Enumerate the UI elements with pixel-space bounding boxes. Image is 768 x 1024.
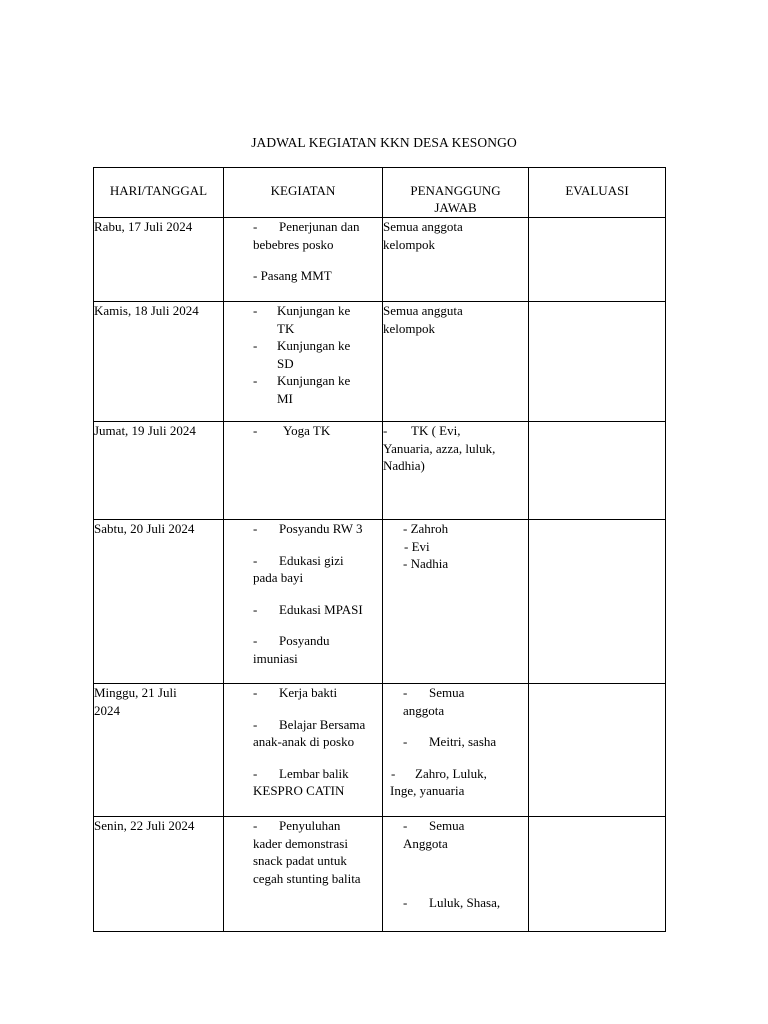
dash-bullet: - bbox=[253, 373, 258, 388]
dash-bullet: - bbox=[253, 338, 258, 353]
activity-text: Kerja bakti bbox=[279, 685, 338, 700]
dash-bullet: - bbox=[403, 734, 408, 749]
table-row bbox=[94, 684, 666, 817]
eval-cell bbox=[529, 817, 666, 932]
pic-text: - Zahroh bbox=[403, 521, 449, 536]
eval-cell bbox=[529, 302, 666, 422]
dash-bullet: - bbox=[253, 521, 258, 536]
pic-text: Zahro, Luluk, bbox=[415, 765, 487, 781]
activity-cell bbox=[224, 684, 383, 817]
dash-bullet: - bbox=[253, 818, 258, 833]
pic-text: - Nadhia bbox=[403, 556, 449, 571]
pic-text: - Evi bbox=[404, 538, 430, 554]
activity-text: TK bbox=[277, 320, 295, 336]
day-text: Sabtu, 20 Juli 2024 bbox=[94, 521, 195, 536]
eval-cell bbox=[529, 218, 666, 302]
pic-text: Nadhia) bbox=[383, 458, 425, 473]
dash-bullet: - bbox=[383, 423, 388, 438]
day-text: Rabu, 17 Juli 2024 bbox=[94, 219, 193, 234]
pic-text: Inge, yanuaria bbox=[390, 783, 465, 798]
eval-cell bbox=[529, 520, 666, 684]
activity-text: Lembar balik bbox=[279, 765, 349, 781]
day-cell bbox=[94, 817, 224, 932]
activity-text: cegah stunting balita bbox=[253, 870, 361, 886]
dash-bullet: - bbox=[403, 685, 408, 700]
activity-text: Penerjunan dan bbox=[279, 219, 360, 234]
dash-bullet: - bbox=[253, 716, 258, 732]
pic-text: Semua anggota bbox=[383, 219, 463, 234]
activity-text: kader demonstrasi bbox=[253, 835, 348, 851]
pic-text: TK ( Evi, bbox=[411, 423, 461, 438]
activity-text: KESPRO CATIN bbox=[253, 783, 345, 798]
pic-text: Semua bbox=[429, 818, 465, 833]
schedule-table bbox=[93, 167, 666, 932]
pic-text: Luluk, Shasa, bbox=[429, 895, 501, 910]
header-activity-label: KEGIATAN bbox=[270, 183, 336, 198]
dash-bullet: - bbox=[253, 219, 258, 234]
table-row bbox=[94, 218, 666, 302]
day-cell bbox=[94, 218, 224, 302]
pic-text: kelompok bbox=[383, 236, 435, 252]
header-row bbox=[94, 168, 666, 218]
dash-bullet: - bbox=[253, 423, 258, 438]
day-text: Minggu, 21 Juli bbox=[94, 685, 177, 700]
activity-text: - Pasang MMT bbox=[253, 268, 332, 283]
pic-text: Semua angguta bbox=[383, 303, 463, 318]
pic-cell bbox=[383, 684, 529, 817]
activity-text: Kunjungan ke bbox=[277, 373, 351, 388]
pic-cell bbox=[383, 422, 529, 520]
pic-text: anggota bbox=[403, 702, 445, 718]
day-cell bbox=[94, 520, 224, 684]
dash-bullet: - bbox=[253, 633, 258, 648]
eval-cell bbox=[529, 422, 666, 520]
header-eval bbox=[529, 168, 666, 218]
day-text: Jumat, 19 Juli 2024 bbox=[94, 423, 196, 438]
day-cell bbox=[94, 422, 224, 520]
activity-text: Kunjungan ke bbox=[277, 303, 351, 318]
activity-text: imuniasi bbox=[253, 650, 298, 666]
header-eval-label: EVALUASI bbox=[565, 183, 629, 198]
activity-cell bbox=[224, 302, 383, 422]
activity-text: bebebres posko bbox=[253, 236, 334, 252]
day-cell bbox=[94, 684, 224, 817]
dash-bullet: - bbox=[391, 765, 396, 781]
activity-text: pada bayi bbox=[253, 570, 304, 585]
dash-bullet: - bbox=[253, 303, 258, 318]
pic-cell bbox=[383, 218, 529, 302]
pic-text: Meitri, sasha bbox=[429, 734, 497, 749]
table-row bbox=[94, 422, 666, 520]
activity-text: Edukasi MPASI bbox=[279, 601, 363, 617]
activity-text: Yoga TK bbox=[283, 423, 331, 438]
dash-bullet: - bbox=[253, 765, 258, 781]
dash-bullet: - bbox=[253, 552, 258, 568]
document-title: JADWAL KEGIATAN KKN DESA KESONGO bbox=[251, 135, 517, 150]
activity-text: Posyandu RW 3 bbox=[279, 521, 363, 536]
dash-bullet: - bbox=[403, 895, 408, 910]
activity-text: snack padat untuk bbox=[253, 853, 347, 868]
dash-bullet: - bbox=[253, 685, 258, 700]
day-text: Senin, 22 Juli 2024 bbox=[94, 818, 195, 833]
table-row bbox=[94, 302, 666, 422]
pic-cell bbox=[383, 302, 529, 422]
activity-text: Posyandu bbox=[279, 633, 330, 648]
pic-cell bbox=[383, 520, 529, 684]
activity-cell bbox=[224, 817, 383, 932]
activity-text: Edukasi gizi bbox=[279, 552, 344, 568]
activity-text: Penyuluhan bbox=[279, 818, 341, 833]
activity-text: Kunjungan ke bbox=[277, 338, 351, 353]
activity-cell bbox=[224, 422, 383, 520]
activity-cell bbox=[224, 218, 383, 302]
dash-bullet: - bbox=[403, 818, 408, 833]
day-text: Kamis, 18 Juli 2024 bbox=[94, 303, 199, 318]
table-row bbox=[94, 817, 666, 932]
header-pic-line1: PENANGGUNG bbox=[410, 183, 501, 198]
pic-cell bbox=[383, 817, 529, 932]
pic-text: Yanuaria, azza, luluk, bbox=[383, 440, 496, 456]
activity-text: Belajar Bersama bbox=[279, 716, 366, 732]
pic-text: Semua bbox=[429, 685, 465, 700]
activity-text: anak-anak di posko bbox=[253, 734, 355, 749]
pic-text: Anggota bbox=[403, 835, 448, 851]
day-text: 2024 bbox=[94, 703, 120, 718]
activity-text: SD bbox=[277, 355, 294, 371]
header-day-label: HARI/TANGGAL bbox=[109, 183, 208, 198]
dash-bullet: - bbox=[253, 601, 258, 617]
header-pic bbox=[383, 168, 529, 218]
table-row bbox=[94, 520, 666, 684]
day-cell bbox=[94, 302, 224, 422]
activity-cell bbox=[224, 520, 383, 684]
header-pic-line2: JAWAB bbox=[434, 200, 477, 215]
header-day bbox=[94, 168, 224, 218]
pic-text: kelompok bbox=[383, 320, 435, 336]
eval-cell bbox=[529, 684, 666, 817]
header-activity bbox=[224, 168, 383, 218]
activity-text: MI bbox=[277, 390, 293, 406]
